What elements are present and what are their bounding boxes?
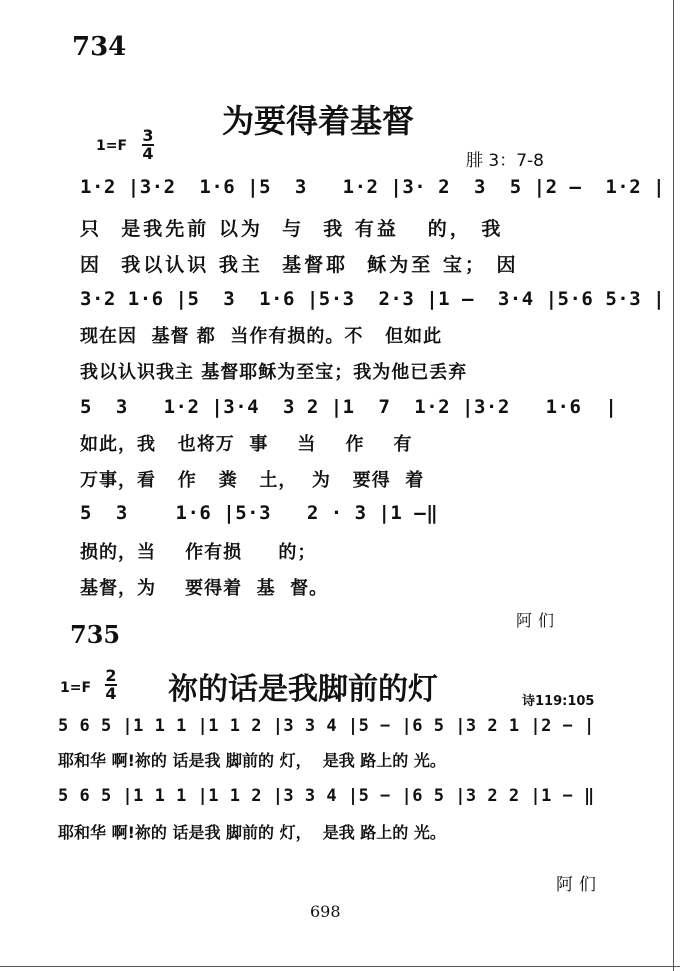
lyric-line: 因 我以认识 我主 基督耶 稣为至 宝； 因: [80, 254, 519, 276]
notation-line: 5 3 1·2 |3·4 3 2 |1 7 1·2 |3·2 1·6 |: [80, 396, 618, 418]
page-border-bottom: [0, 966, 680, 967]
notation-line: 5 3 1·6 |5·3 2 · 3 |1 —‖: [80, 502, 439, 524]
notation-line: 5 6 5 |1 1 1 |1 1 2 |3 3 4 |5 − |6 5 |3 2 1 |2 − |: [58, 716, 595, 736]
hymn-number: 735: [70, 620, 121, 649]
time-signature-bottom: 4: [105, 684, 117, 703]
lyric-line: 现在因 基督 都 当作有损的。不 但如此: [80, 326, 443, 347]
hymn-title: 为要得着基督: [222, 102, 415, 140]
time-signature-top: 3: [142, 126, 154, 145]
lyric-line: 损的，当 作有损 的；: [80, 542, 317, 563]
page-number: 698: [310, 902, 341, 921]
time-signature-bottom: 4: [142, 144, 154, 163]
page-border-right: [673, 0, 674, 971]
notation-line: 1·2 |3·2 1·6 |5 3 1·2 |3· 2 3 5 |2 — 1·2 |: [80, 176, 666, 198]
lyric-line: 耶和华 啊!祢的 话是我 脚前的 灯， 是我 路上的 光。: [58, 823, 446, 842]
notation-line: 5 6 5 |1 1 1 |1 1 2 |3 3 4 |5 − |6 5 |3 2 2 |1 − ‖: [58, 786, 595, 806]
time-signature: [141, 128, 155, 162]
scripture-reference: 诗119:105: [522, 694, 595, 709]
lyric-line: 如此，我 也将万 事 当 作 有: [80, 434, 413, 455]
key-signature: 1=F: [96, 138, 128, 154]
time-signature: [104, 668, 118, 702]
amen-text: 阿们: [556, 875, 602, 895]
time-signature-top: 2: [105, 666, 117, 685]
key-signature: 1=F: [60, 680, 92, 696]
hymn-number: 734: [72, 32, 127, 62]
scripture-reference: 腓 3：7-8: [466, 151, 544, 171]
lyric-line: 只 是我先前 以为 与 我 有益 的， 我: [80, 218, 504, 240]
amen-text: 阿们: [516, 611, 561, 630]
hymn-title: 祢的话是我脚前的灯: [168, 672, 438, 707]
lyric-line: 耶和华 啊!祢的 话是我 脚前的 灯， 是我 路上的 光。: [58, 751, 446, 770]
notation-line: 3·2 1·6 |5 3 1·6 |5·3 2·3 |1 — 3·4 |5·6 5·3 |: [80, 288, 666, 310]
lyric-line: 基督，为 要得着 基 督。: [80, 578, 329, 599]
lyric-line: 我以认识我主 基督耶稣为至宝；我为他已丢弃: [80, 362, 468, 383]
lyric-line: 万事，看 作 粪 土， 为 要得 着: [80, 470, 425, 491]
